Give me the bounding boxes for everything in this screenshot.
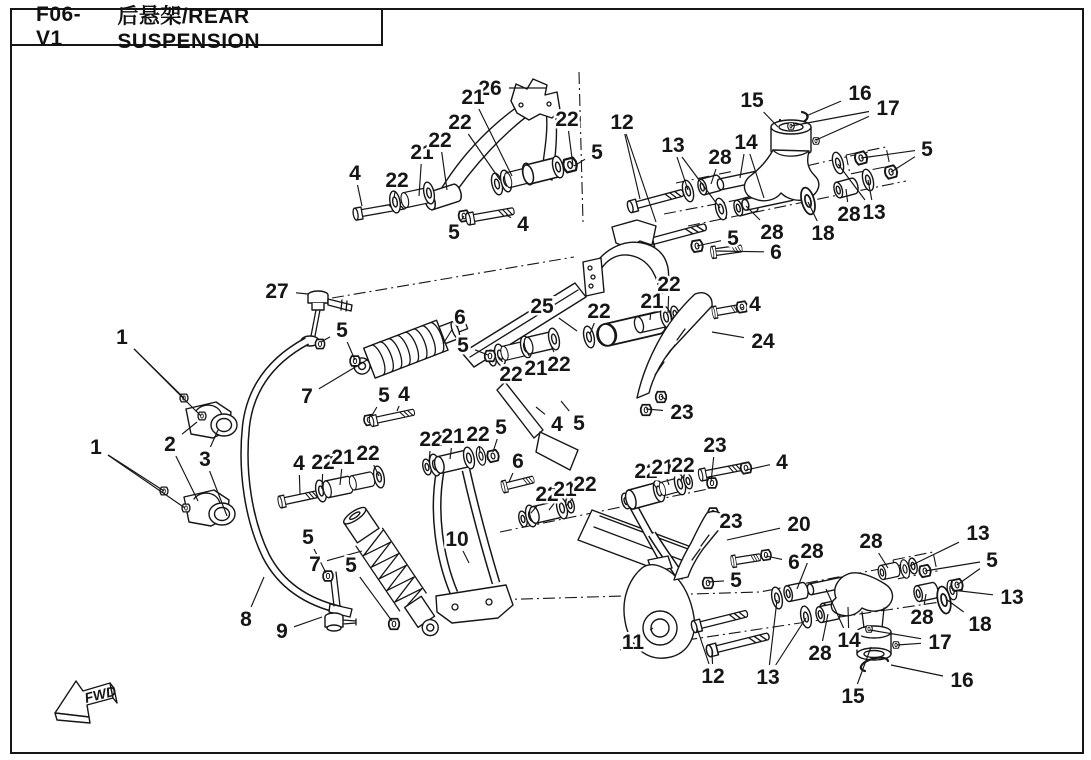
callout-28: 28 bbox=[837, 203, 861, 226]
callout-16: 16 bbox=[950, 669, 974, 692]
callout-22: 22 bbox=[311, 451, 335, 474]
callout-5: 5 bbox=[448, 221, 460, 244]
callout-14: 14 bbox=[734, 131, 758, 154]
leader-line-13 bbox=[769, 600, 777, 665]
leader-line-1 bbox=[108, 455, 185, 508]
callout-1: 1 bbox=[90, 436, 102, 459]
callout-11: 11 bbox=[621, 631, 645, 654]
leader-line-17 bbox=[897, 643, 921, 645]
callout-14: 14 bbox=[837, 629, 861, 652]
leader-line-5 bbox=[360, 577, 392, 621]
callout-5: 5 bbox=[921, 138, 933, 161]
callout-5: 5 bbox=[457, 334, 469, 357]
callout-2: 2 bbox=[164, 433, 176, 456]
callout-12: 12 bbox=[610, 111, 634, 134]
callout-28: 28 bbox=[708, 146, 732, 169]
callout-12: 12 bbox=[701, 665, 725, 688]
callout-5: 5 bbox=[730, 569, 742, 592]
leader-line-4 bbox=[358, 185, 363, 206]
axis-line-1 bbox=[332, 257, 574, 298]
callout-15: 15 bbox=[740, 89, 764, 112]
callout-21: 21 bbox=[331, 446, 355, 469]
callout-20: 20 bbox=[787, 513, 811, 536]
callout-27: 27 bbox=[265, 280, 289, 303]
callout-24: 24 bbox=[751, 330, 775, 353]
leader-line-5 bbox=[891, 157, 915, 172]
callout-21: 21 bbox=[651, 456, 675, 479]
callout-6: 6 bbox=[512, 450, 524, 473]
leader-line-22 bbox=[668, 296, 669, 313]
leader-line-27 bbox=[296, 293, 308, 294]
callout-4: 4 bbox=[349, 162, 361, 185]
leader-line-25 bbox=[559, 318, 577, 331]
leader-line-9 bbox=[294, 617, 322, 627]
leader-line-15 bbox=[764, 112, 778, 127]
callout-21: 21 bbox=[410, 141, 434, 164]
page-title: 后悬架/REAR SUSPENSION bbox=[117, 5, 261, 53]
callout-5: 5 bbox=[378, 384, 390, 407]
callout-28: 28 bbox=[910, 606, 934, 629]
callout-28: 28 bbox=[859, 530, 883, 553]
leader-line-17 bbox=[791, 112, 869, 127]
leader-line-21 bbox=[650, 313, 651, 320]
callout-21: 21 bbox=[524, 357, 548, 380]
callout-4: 4 bbox=[776, 451, 788, 474]
callout-22: 22 bbox=[535, 483, 559, 506]
callout-13: 13 bbox=[756, 666, 780, 689]
callout-22: 22 bbox=[634, 460, 658, 483]
callout-22: 22 bbox=[499, 363, 523, 386]
callout-5: 5 bbox=[495, 416, 507, 439]
callout-23: 23 bbox=[719, 510, 743, 533]
callout-22: 22 bbox=[356, 442, 380, 465]
leader-line-16 bbox=[806, 101, 841, 116]
axis-line-0 bbox=[579, 72, 583, 222]
callout-22: 22 bbox=[419, 428, 443, 451]
callout-4: 4 bbox=[517, 213, 529, 236]
callout-17: 17 bbox=[876, 97, 900, 120]
fwd-arrow bbox=[55, 681, 118, 723]
callout-23: 23 bbox=[670, 401, 694, 424]
fwd-label: FWD bbox=[82, 682, 118, 706]
leader-line-13 bbox=[910, 542, 959, 566]
leader-line-6 bbox=[716, 251, 764, 252]
callout-5: 5 bbox=[345, 554, 357, 577]
callout-22: 22 bbox=[587, 300, 611, 323]
callout-28: 28 bbox=[808, 642, 832, 665]
callout-3: 3 bbox=[199, 448, 211, 471]
leader-line-22 bbox=[322, 474, 323, 489]
callout-18: 18 bbox=[968, 613, 992, 636]
leader-line-12 bbox=[712, 651, 713, 664]
callout-4: 4 bbox=[398, 383, 410, 406]
callout-15: 15 bbox=[841, 685, 865, 708]
callout-22: 22 bbox=[555, 108, 579, 131]
callout-28: 28 bbox=[760, 221, 784, 244]
callout-22: 22 bbox=[466, 423, 490, 446]
callout-13: 13 bbox=[966, 522, 990, 545]
callout-26: 26 bbox=[478, 77, 502, 100]
leader-line-4 bbox=[397, 406, 399, 411]
callout-22: 22 bbox=[448, 111, 472, 134]
callout-8: 8 bbox=[240, 608, 252, 631]
callout-22: 22 bbox=[547, 353, 571, 376]
callout-13: 13 bbox=[661, 134, 685, 157]
callout-6: 6 bbox=[770, 241, 782, 264]
leader-line-4 bbox=[299, 475, 300, 494]
callout-5: 5 bbox=[573, 412, 585, 435]
callout-6: 6 bbox=[788, 551, 800, 574]
stabilizer-link-lower bbox=[323, 571, 356, 631]
callout-25: 25 bbox=[530, 295, 554, 318]
leader-line-1 bbox=[134, 349, 201, 416]
leader-line-22 bbox=[681, 477, 682, 482]
callout-22: 22 bbox=[573, 473, 597, 496]
callout-23: 23 bbox=[703, 434, 727, 457]
callout-5: 5 bbox=[336, 319, 348, 342]
callout-6: 6 bbox=[454, 306, 466, 329]
callout-10: 10 bbox=[445, 528, 469, 551]
leader-line-22 bbox=[479, 446, 480, 453]
callout-7: 7 bbox=[309, 553, 321, 576]
callout-5: 5 bbox=[591, 141, 603, 164]
callout-28: 28 bbox=[800, 540, 824, 563]
callout-5: 5 bbox=[727, 227, 739, 250]
leader-line-13 bbox=[952, 590, 993, 595]
leader-line-5 bbox=[925, 562, 980, 571]
leader-line-5 bbox=[561, 401, 569, 411]
callout-22: 22 bbox=[385, 169, 409, 192]
callout-7: 7 bbox=[301, 385, 313, 408]
callout-4: 4 bbox=[293, 452, 305, 475]
leader-line-13 bbox=[776, 618, 806, 665]
callout-13: 13 bbox=[1000, 586, 1024, 609]
leader-line-16 bbox=[891, 665, 943, 676]
callout-4: 4 bbox=[551, 413, 563, 436]
callout-18: 18 bbox=[811, 222, 835, 245]
callout-9: 9 bbox=[276, 620, 288, 643]
callout-21: 21 bbox=[553, 478, 577, 501]
callout-22: 22 bbox=[657, 273, 681, 296]
page-title-code: F06-V1 bbox=[36, 3, 82, 50]
callout-13: 13 bbox=[862, 201, 886, 224]
callout-22: 22 bbox=[671, 454, 695, 477]
leader-line-1 bbox=[108, 455, 164, 491]
leader-line-24 bbox=[712, 332, 744, 338]
callout-1: 1 bbox=[116, 326, 128, 349]
callout-21: 21 bbox=[640, 290, 664, 313]
callout-21: 21 bbox=[461, 86, 485, 109]
callout-17: 17 bbox=[928, 631, 952, 654]
leader-line-8 bbox=[251, 577, 264, 607]
callout-5: 5 bbox=[302, 526, 314, 549]
callout-22: 22 bbox=[428, 129, 452, 152]
callout-21: 21 bbox=[441, 425, 465, 448]
leader-line-4 bbox=[741, 307, 743, 308]
leader-line-14 bbox=[848, 607, 849, 628]
axis-line-10 bbox=[664, 199, 742, 214]
leader-line-5 bbox=[957, 569, 980, 585]
callout-5: 5 bbox=[986, 549, 998, 572]
leader-line-2 bbox=[176, 456, 198, 501]
leader-line-4 bbox=[536, 407, 545, 414]
leader-line-10 bbox=[463, 551, 469, 563]
callout-4: 4 bbox=[749, 293, 761, 316]
callout-16: 16 bbox=[848, 82, 872, 105]
